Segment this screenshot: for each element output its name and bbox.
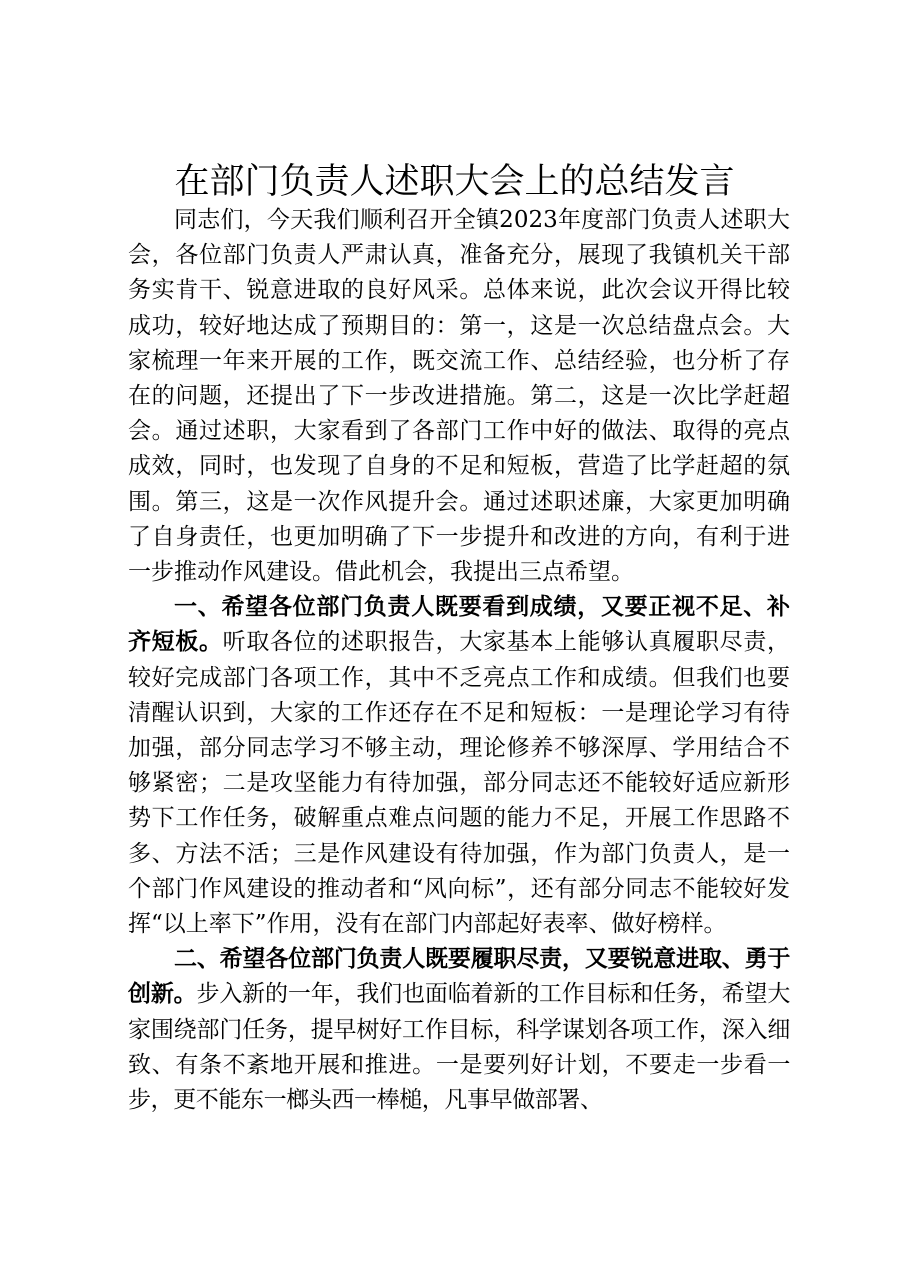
document-body (128, 203, 790, 1118)
document-title: 在部门负责人述职大会上的总结发言 (174, 162, 735, 202)
paragraph-intro-text: 同志们，今天我们顺利召开全镇2023年度部门负责人述职大会，各位部门负责人严肃认真，准备充分，展现了我镇机关干部务实肯干、锐意进取的良好风采。总体来说，此次会议开得比较成功，较好地达成了预期目的：第一，这是一次总结盘点会。大家梳理一年来开展的工作，既交流工作、总结经验，也分析了存在的问题，还提出了下一步改进措施。第二，这是一次比学赶超会。通过述职，大家看到了各部门工作中好的做法、取得的亮点成效，同时，也发现了自身的不足和短板，营造了比学赶超的氛围。第三，这是一次作风提升会。通过述职述廉，大家更加明确了自身责任，也更加明确了下一步提升和改进的方向，有利于进一步推动作风建设。借此机会，我提出三点希望。 (128, 207, 790, 586)
paragraph-hope-two (128, 942, 790, 1118)
paragraph-hope-one (128, 590, 790, 942)
paragraph-hope-one-heading: 一、希望各位部门负责人既要看到成绩，又要正视不足、补齐短板。 (128, 594, 790, 656)
paragraph-intro (128, 203, 790, 590)
paragraph-hope-two-text: 步入新的一年，我们也面临着新的工作目标和任务，希望大家围绕部门任务，提早树好工作目标，科学谋划各项工作，深入细致、有条不紊地开展和推进。一是要列好计划，不要走一步看一步，更不能东一榔头西一棒槌，凡事早做部署、 (128, 981, 790, 1114)
paragraph-hope-two-heading: 二、希望各位部门负责人既要履职尽责，又要锐意进取、勇于创新。 (128, 946, 790, 1008)
paragraph-hope-one-text: 听取各位的述职报告，大家基本上能够认真履职尽责，较好完成部门各项工作，其中不乏亮点工作和成绩。但我们也要清醒认识到，大家的工作还存在不足和短板：一是理论学习有待加强，部分同志学习不够主动，理论修养不够深厚、学用结合不够紧密；二是攻坚能力有待加强，部分同志还不能较好适应新形势下工作任务，破解重点难点问题的能力不足，开展工作思路不多、方法不活；三是作风建设有待加强，作为部门负责人，是一个部门作风建设的推动者和“风向标”，还有部分同志不能较好发挥“以上率下”作用，没有在部门内部起好表率、做好榜样。 (128, 629, 791, 938)
